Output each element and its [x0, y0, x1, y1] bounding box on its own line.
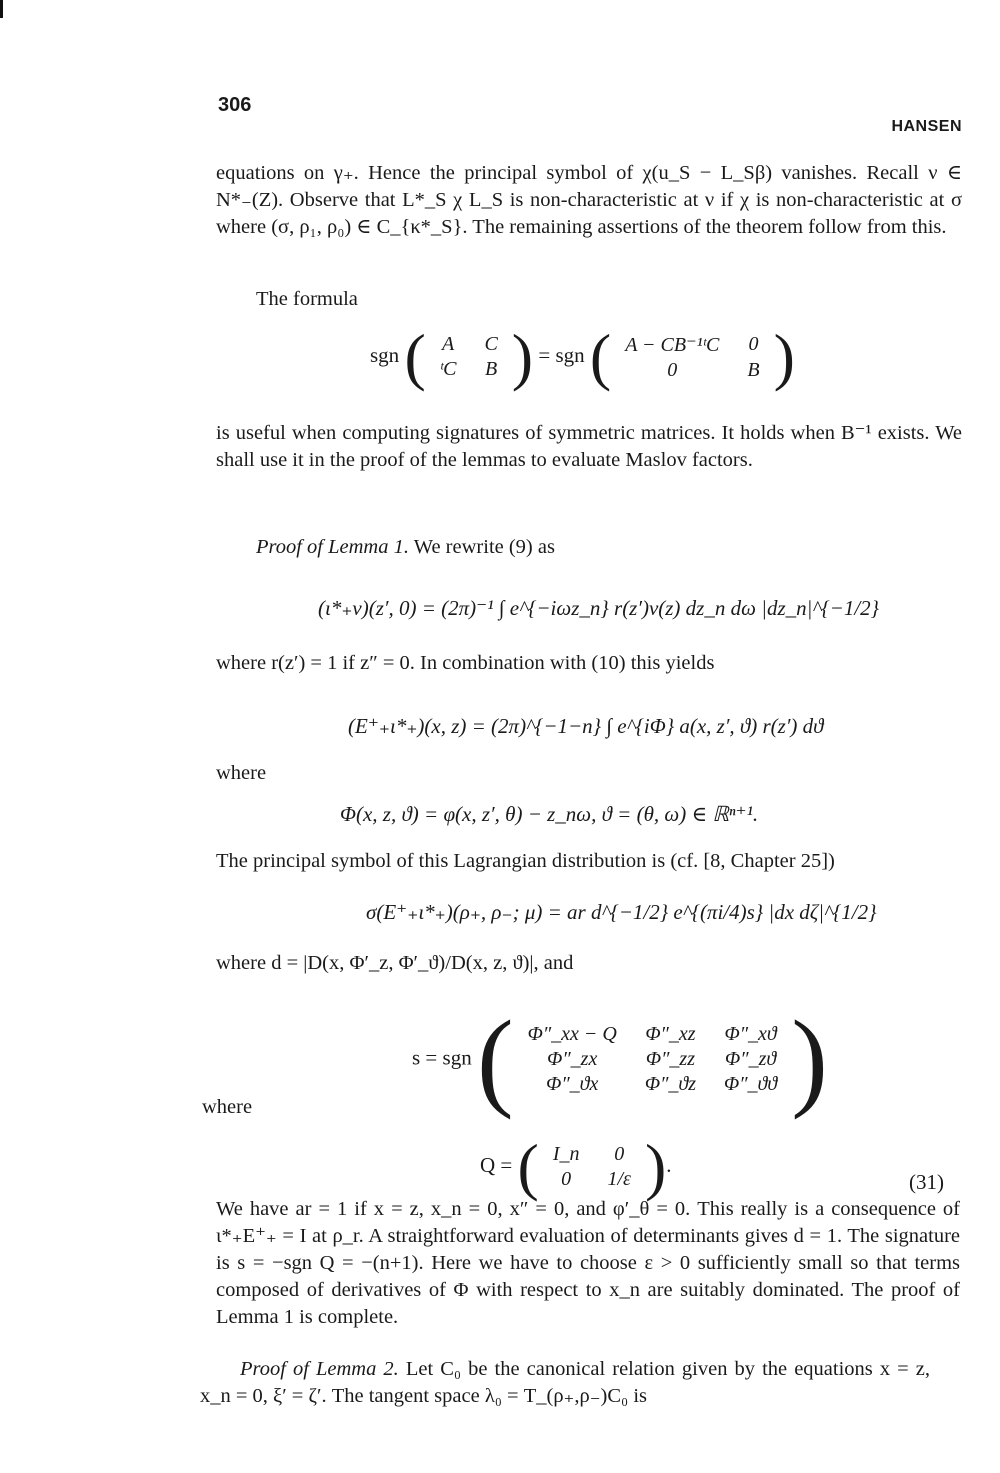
proof-heading: Proof of Lemma 1. [256, 536, 409, 558]
proof-heading: Proof of Lemma 2. [240, 1358, 399, 1380]
paragraph-signature-use: is useful when computing signatures of symmetric matrices. It holds when B⁻¹ exists. We shall use it in the proof of the lemmas to evaluate Maslov factors. [216, 422, 962, 471]
page-number: 306 [218, 94, 252, 116]
where-label: where [202, 1096, 253, 1118]
paragraph-principal-symbol: The principal symbol of this Lagrangian distribution is (cf. [8, Chapter 25]) [216, 850, 835, 872]
equation-number: (31) [909, 1170, 944, 1194]
running-head: HANSEN [891, 118, 962, 135]
matrix-block: A C ᵗC B [439, 333, 498, 380]
equation-sgn-identity: sgn ( A C ᵗC B ) = sgn ( A − CB⁻¹ᵗC 0 0 B ) [370, 321, 795, 392]
equation-Q-matrix: Q = ( I_n 0 0 1/ε ). [480, 1131, 672, 1202]
paragraph-lemma1-conclusion: We have ar = 1 if x = z, x_n = 0, x″ = 0, and φ′_θ = 0. This really is a consequence of ι*₊E⁺₊ = I at ρ_r. A straightforward evaluation of determinants gives d = 1. The signature is s = −sgn Q = −(n+1). Here we have to choose ε > 0 sufficiently small so that terms composed of derivatives of Φ with respect to x_n are suitably dominated. The proof of Lemma 1 is complete. [216, 1198, 960, 1328]
equation-phase-function: Φ(x, z, ϑ) = φ(x, z′, θ) − z_nω, ϑ = (θ, ω) ∈ ℝⁿ⁺¹. [340, 802, 759, 826]
equation-composition: (E⁺₊ι*₊)(x, z) = (2π)^{−1−n} ∫ e^{iΦ} a(x, z′, ϑ) r(z′) dϑ [348, 714, 824, 738]
paragraph-proof-lemma2: Proof of Lemma 2. Let C₀ be the canonical relation given by the equations x = z, x_n = 0, ξ′ = ζ′. The tangent space λ₀ = T_(ρ₊,ρ₋)C₀ is [200, 1358, 930, 1407]
scan-edge-mark [0, 0, 3, 18]
paragraph-theorem-end: equations on γ₊. Hence the principal symbol of χ(u_S − L_Sβ) vanishes. Recall ν ∈ N*₋(Z). Observe that L*_S χ L_S is non-characteristic at ν if χ is non-characteristic at σ where (σ, ρ₁, ρ₀) ∈ C_{κ*_S}. The remaining assertions of the theorem follow from this. [216, 162, 962, 238]
where-label: where [216, 762, 267, 784]
matrix-hessian: Φ″_xx − Q Φ″_xz Φ″_xϑ Φ″_zx Φ″_zz Φ″_zϑ Φ″_ϑx Φ″_ϑz Φ″_ϑϑ [527, 1023, 778, 1095]
matrix-Q: I_n 0 0 1/ε [552, 1143, 631, 1190]
paragraph-proof-lemma1: Proof of Lemma 1. We rewrite (9) as [256, 536, 555, 558]
equation-signature-s: s = sgn ( Φ″_xx − Q Φ″_xz Φ″_xϑ Φ″_zx Φ″_zz Φ″_zϑ Φ″_ϑx Φ″_ϑz Φ″_ϑϑ ) [412, 998, 828, 1120]
paragraph-combination: where r(z′) = 1 if z″ = 0. In combination with (10) this yields [216, 652, 715, 674]
equation-pullback: (ι*₊v)(z′, 0) = (2π)⁻¹ ∫ e^{−iωz_n} r(z′)v(z) dz_n dω |dz_n|^{−1/2} [318, 596, 880, 620]
paragraph-formula-intro: The formula [256, 288, 358, 310]
paragraph-jacobian: where d = |D(x, Φ′_z, Φ′_ϑ)/D(x, z, ϑ)|, and [216, 952, 574, 974]
matrix-schur: A − CB⁻¹ᵗC 0 0 B [625, 333, 760, 381]
equation-principal-symbol: σ(E⁺₊ι*₊)(ρ₊, ρ₋; μ) = ar d^{−1/2} e^{(πi/4)s} |dx dζ|^{1/2} [366, 900, 877, 924]
